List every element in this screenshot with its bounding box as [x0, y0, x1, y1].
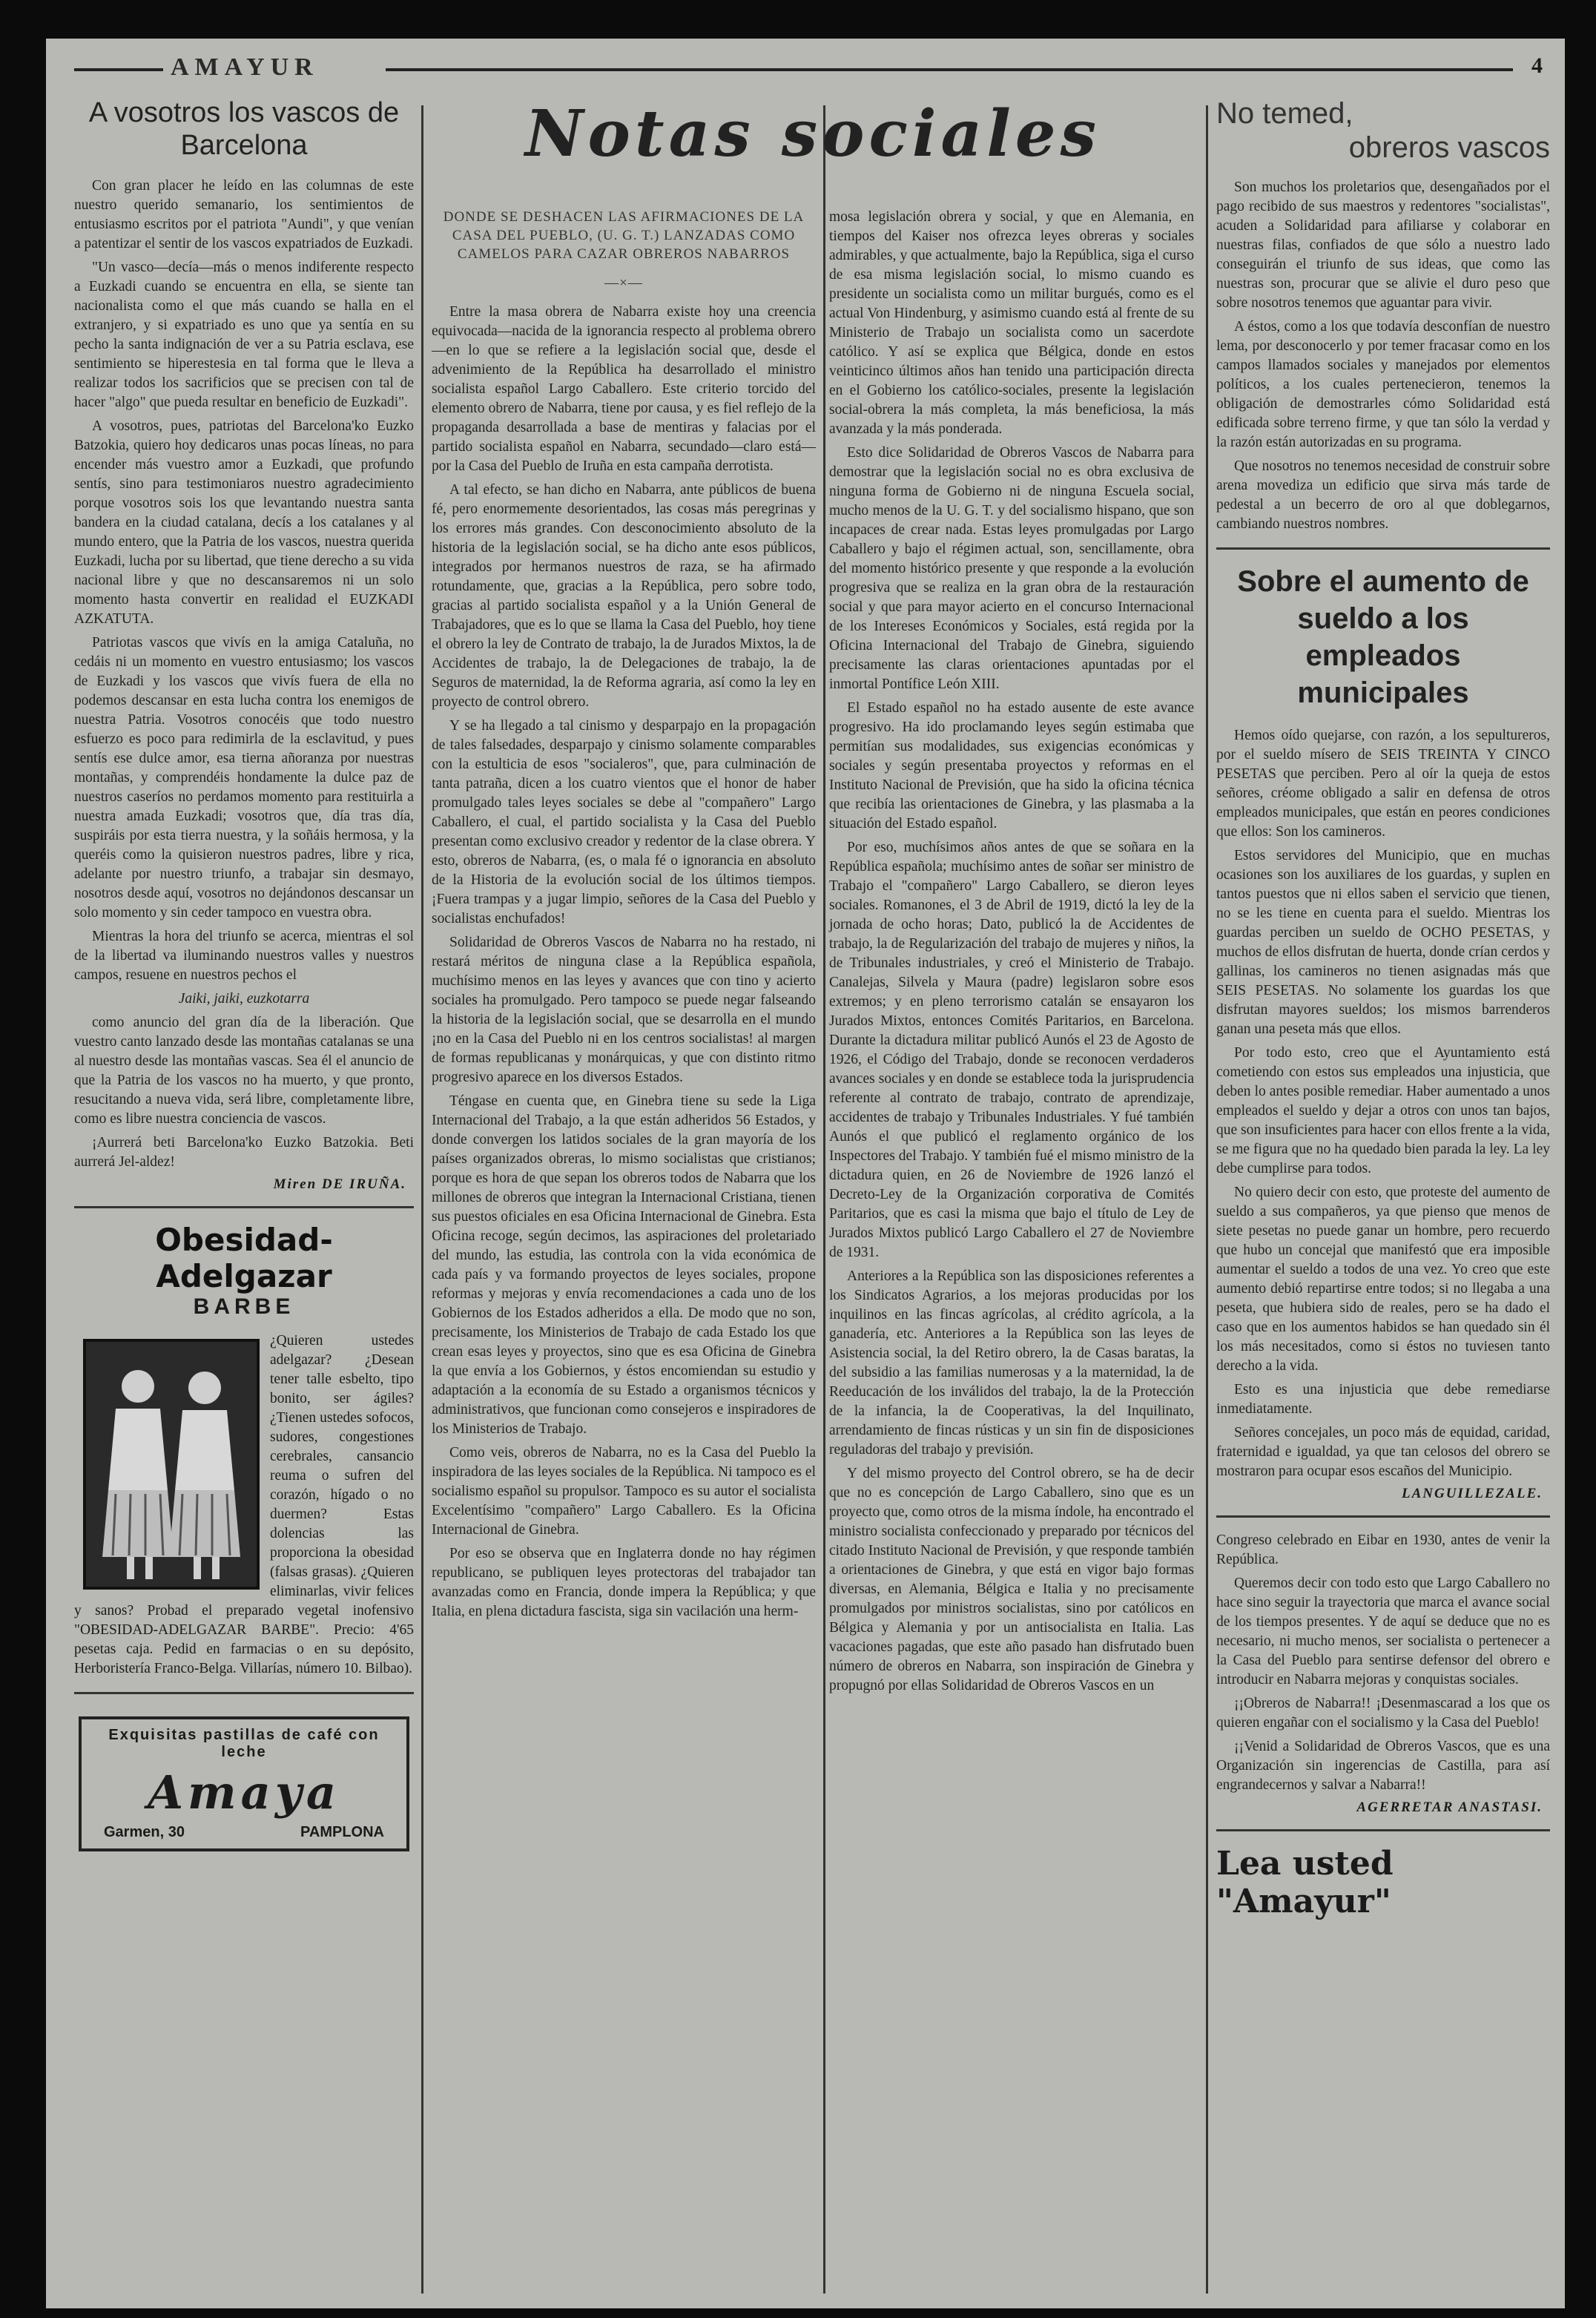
paragraph: Congreso celebrado en Eibar en 1930, antes de venir la República. — [1216, 1532, 1550, 1567]
paragraph: Téngase en cuenta que, en Ginebra tiene su sede la Liga Internacional del Trabajo, a la que están adheridos 56 Estados, y donde convergen los latidos sociales de la gran mayoría de los países organizados obreras, lo mismo socialistas que cristianos; porque es hora de que sepan los obreros todos de Nabarra que los millones de obreros que integran la Internacional Cristiana, tienen sus puestos oficiales en esa Oficina Internacional de Ginebra. Esta Oficina recoge, según decimos, las aspiraciones del proletariado del mundo, las estudia, las controla con la vida económica de cada país y va formando proyectos de leyes sociales, propone reformas y mejoras y envía recomendaciones a cada uno de los Gobiernos de los Estados adheridos a ella. De modo que no son, precisamente, los Ministerios de Trabajo de cada Estado los que crean esas leyes y proyectos, sino que es esa Oficina de Ginebra la que envía a los Gobiernos, y éstos encomiendan su estudio y adaptación a la economía de su Estado a organismos técnicos y administrativos, que funcionan como consejeros e inspiradores de los Ministerios de Trabajo. — [432, 1093, 816, 1437]
column-2 — [432, 208, 816, 1626]
paragraph: Solidaridad de Obreros Vascos de Nabarra no ha restado, ni restará méritos de ninguna clase a la República española, muchísimo menos en las leyes y avances que con tino y acierto sociales ha promulgado. Pero tampoco se puede negar falseando la historia de la legislación social, que se desarrolla en el mundo ¡no en la Casa del Pueblo ni en los centros socialistas! al margen de formas republicanas y monárquicas, y que con distinto ritmo progresivo aparece en los diversos Estados. — [432, 935, 816, 1085]
paragraph: A éstos, como a los que todavía desconfían de nuestro lema, por desconocerlo y por temer fracasar como en los campos llamados sociales y manejados por elementos políticos, a los cuales pertenecieron, tenemos la obligación de demostrarles cómo Solidaridad está edificada sobre terreno firme, y que tan sólo la verdad y la razón están autorizadas en su programa. — [1216, 319, 1550, 450]
masthead-rule-left — [74, 68, 163, 71]
advertisement-amaya — [79, 1716, 409, 1851]
paragraph: Señores concejales, un poco más de equidad, caridad, fraternidad e igualdad, ya que tan celosos del obrero se mostraron para ocupar esos escaños del Municipio. — [1216, 1425, 1550, 1479]
ad-subtitle: BARBE — [193, 1294, 295, 1319]
signature: AGERRETAR ANASTASI. — [1356, 1800, 1543, 1815]
ad-body — [74, 1331, 414, 1679]
paragraph: Entre la masa obrera de Nabarra existe hoy una creencia equivocada—nacida de la ignorancia respecto al problema obrero—en lo que se refiere a la legislación social que, desde el advenimiento de la República ha desarrollado el ministro socialista español Largo Caballero. Este criterio torcido del elemento obrero de Nabarra, tiene por causa, y es fiel reflejo de la propaganda desarrollada a base de mentiras y falacias por el partido socialista español en Nabarra, secundado—claro está—por la Casa del Pueblo de Iruña en esta campaña derrotista. — [432, 304, 816, 474]
section-title: Notas sociales — [524, 96, 1101, 171]
separator: —×— — [604, 275, 643, 291]
paragraph: Por todo esto, creo que el Ayuntamiento está cometiendo con estos sus empleados una injusticia, que deben lo antes posible remediar. Haber aumentado a unos empleados el sueldo y dejar a otros con unos tan bajos, que son insuficientes para hacer con ellos frente a la vida, se me figura que no ha quedado bien parada la ley. La ley debe cumplirse para todos. — [1216, 1045, 1550, 1176]
signature: LANGUILLEZALE. — [1401, 1486, 1543, 1501]
article-title-no-temed — [1216, 96, 1550, 165]
paragraph: Por eso, muchísimos años antes de que se soñara en la República española; muchísimo antes de soñar ser ministro de Trabajo el "compañero" Largo Caballero, se dieron leyes sociales. Romanones, el 3 de Abril de 1919, dictó la ley de la jornada de ocho horas; Dato, publicó la de Accidentes de trabajo, la de Regularización del trabajo de mujeres y niños, la de Tribunales industriales, y creó el Ministerio de Trabajo. Canalejas, Silvela y Maura (padre) legislaron sobre esos extremos; y en pleno terrorismo catalán se ensayaron los Jurados Mixtos, entonces Comités Paritarios, en Barcelona. Durante la dictadura militar publicó Aunós el 23 de Agosto de 1926, el Código del Trabajo, donde se reconocen verdaderos avances sociales y en donde se establece toda la jurisprudencia referente al contrato de trabajo, contrato de aprendizaje, accidentes de trabajo y Tribunales Industriales. Y fué también Aunós el que publicó el reglamento orgánico de los Inspectores del Trabajo. Y también fué el mismo ministro de la dictadura quien, en 26 de Noviembre de 1926 lanzó el Decreto-Ley de la Organización corporativa de Comités Paritarios, que es casi la misma que bajo el título de Ley de Jurados Mixtos publicó Largo Caballero el 27 de Noviembre de 1931. — [829, 840, 1194, 1260]
paragraph: Anteriores a la República son las disposiciones referentes a los Sindicatos Agrarios, a los mejoras producidas por los inquilinos en las fincas agrícolas, al crédito agrícola, a la ganadería, etc. Anteriores a la República son las leyes de Asistencia social, la del Retiro obrero, la de Casas baratas, la del subsidio a las familias numerosas y a la maternidad, la de Reeducación de los inválidos del trabajo, la de la Protección de la infancia, la de Cooperativas, la del Inquilinato, arrendamiento de fincas rústicas y un sin fin de disposiciones reguladoras del trabajo y previsión. — [829, 1268, 1194, 1458]
paragraph: "Un vasco—decía—más o menos indiferente respecto a Euzkadi cuando se encuentra en ella, se siente tan nacionalista como el que más cuando se halla en el extranjero, y si expatriado es uno que ya sentía en su pecho la santa indignación de ver a su Patria esclava, ese sentimiento se hiperestesia en tal forma que le lleva a realizar todos los sacrificios que se precisen con tal de hacer "algo" que pueda resultar en beneficio de Euzkadi". — [74, 260, 414, 410]
divider — [1216, 1829, 1550, 1831]
paragraph: Esto es una injusticia que debe remediarse inmediatamente. — [1216, 1382, 1550, 1417]
ad-address-row — [89, 1824, 399, 1841]
paragraph: Queremos decir con todo esto que Largo Caballero no hace sino seguir la trayectoria que marca el avance social de los tiempos presentes. Y de aquí se deduce que no es necesario, ni mucho menos, ser socialista o pertenecer a la Casa del Pueblo para sentirse defensor del obrero e introducir en Nabarra mejoras y conquistas sociales. — [1216, 1575, 1550, 1688]
paragraph: No quiero decir con esto, que proteste del aumento de sueldo a sus compañeros, ya que pienso que menos de siete pesetas no puede ganar un hombre, pero recuerdo que hubo un concejal que manifestó que era imposible aumentar el sueldo a todos de una vez. Yo creo que este aumento debió repartirse entre todos; si no llegaba a una peseta, que hubiera sido de reales, pero se ha dado el caso que en los aumentos habidos se han quedado sin él los más necesitados, como si éstos no tuviesen tanto derecho a la vida. — [1216, 1185, 1550, 1374]
paragraph: Por eso se observa que en Inglaterra donde no hay régimen republicano, se publiquen leyes protectoras del trabajador tan avanzadas como en Francia, donde impera la República; y que Italia, en plena dictadura fascista, siga sin vacilación una herm- — [432, 1546, 816, 1619]
title-line-1: No temed, — [1216, 97, 1353, 130]
advertisement-obesidad — [74, 1222, 414, 1679]
divider — [74, 1692, 414, 1694]
ad-tagline: Exquisitas pastillas de café con leche — [108, 1727, 380, 1760]
column-divider — [421, 105, 423, 2294]
column-4 — [1216, 96, 1550, 2292]
masthead — [74, 53, 1550, 83]
paragraph-verse: Jaiki, jaiki, euzkotarra — [178, 991, 310, 1007]
title-line-2: obreros vascos — [1348, 131, 1550, 164]
paragraph: El Estado español no ha estado ausente de este avance progresivo. Ha ido proclamando leyes según estimaba que permitían sus modalidades, sus exigencias económicas y sociales y según presentaba proyectos y reformas en el Instituto Nacional de Previsión, que ha sido la oficina técnica que recibía las orientaciones de Ginebra, y las plasmaba a la situación del Estado español. — [829, 700, 1194, 832]
paragraph: ¡¡Venid a Solidaridad de Obreros Vascos, que es una Organización sin ingerencias de Castilla, para así engrandecernos y salvar a Nabarra!! — [1216, 1739, 1550, 1793]
ad-text: ¿Quieren ustedes adelgazar? ¿Desean tener talle esbelto, tipo bonito, ser ágiles? ¿Tienen ustedes sofocos, sudores, congestiones cerebrales, cansancio reuma o sufren del corazón, hígado o no duermen? Estas dolencias las proporciona la obesidad (falsas grasas). ¿Quieren eliminarlas, vivir felices y sanos? Probad el preparado vegetal inofensivo "OBESIDAD-ADELGAZAR BARBE". Precio: 4'65 pesetas caja. Pedid en farmacias o en su depósito, Herboristería Franco-Belga. Villarías, número 10. Bilbao). — [74, 1333, 414, 1676]
paragraph: A vosotros, pues, patriotas del Barcelona'ko Euzko Batzokia, quiero hoy dedicaros unas pocas líneas, no para encender más vuestro amor a Euzkadi, que profundo sentís, sino para testimoniaros nuestro agradecimiento porque vosotros sois los que levantando nuestra santa bandera en la ciudad catalana, decís a los catalanes y al mundo entero, que la Patria de los vascos, nuestra querida Euzkadi, lucha por su libertad, que tiene derecho a su vida nacional libre y que no descansaremos ni un solo momento hasta convertir en realidad el EUZKADI AZKATUTA. — [74, 418, 414, 627]
ad-illustration-two-women — [83, 1339, 260, 1590]
paragraph: Como veis, obreros de Nabarra, no es la Casa del Pueblo la inspiradora de las leyes sociales de la República. Ni tampoco es el socialismo español su propulsor. Tampoco es su autor el socialista Excelentísimo "compañero" Largo Caballero. Es la Oficina Internacional de Ginebra. — [432, 1445, 816, 1538]
paragraph: ¡Aurrerá beti Barcelona'ko Euzko Batzokia. Beti aurrerá Jel-aldez! — [74, 1135, 414, 1170]
paragraph: mosa legislación obrera y social, y que en Alemania, en tiempos del Kaiser nos ofrezca leyes obreras y sociales admirables, y que actualmente, bajo la República, siga el curso de esa misma legislación social, lo mismo cuando es presidente un socialista como un militar burgués, como es el actual Von Hindenburg, y asimismo cuando está al frente de su Ministerio de Trabajo un socialista como un sacerdote católico. Y así se explica que Bélgica, donde en estos veinticinco últimos años han tenido una participación directa en el Gobierno los católico-sociales, presente la legislación social-obrera la más completa, la más beneficiosa, la más avanzada y la más ponderada. — [829, 209, 1194, 437]
masthead-rule-right — [386, 68, 1513, 71]
paragraph: Patriotas vascos que vivís en la amiga Cataluña, no cedáis ni un momento en vuestro entusiasmo; los vascos de Euzkadi y los vascos que vivís fuera de ella no podemos descansar en esta lucha contra los enemigos de nuestra Patria. Vosotros conocéis que todo nuestro esfuerzo es poco para redimirla de la esclavitud, y pues sentís ese dulce amor, esa tierna añoranza por nuestras montañas, y comprendéis hondamente la dulce paz de nuestros caseríos no perdamos momento para restituirla a nuestra amada Euzkadi; vosotros que, día tras día, suspiráis por esta tierra nuestra, y la soñáis hermosa, y la queréis como la quisieron nuestros padres, libre y rica, adelante por nuestro triunfo, a trabajar sin desmayo, nosotros desde aquí, vosotros no dejándonos descansar un solo momento y sin ceder tampoco en vuestra obra. — [74, 635, 414, 921]
article-subtitle: DONDE SE DESHACEN LAS AFIRMACIONES DE LA CASA DEL PUEBLO, (U. G. T.) LANZADAS COMO CAMELOS PARA CAZAR OBREROS NABARROS — [443, 209, 805, 262]
paragraph: Y del mismo proyecto del Control obrero, se ha de decir que no es concepción de Largo Caballero, sino que es un proyecto que, como otros de la misma índole, ha encontrado el ministro socialista confeccionado y preparado por técnicos del citado Instituto Nacional de Previsión, y que responde también a orientaciones de Ginebra, y que está en vigor bajo formas diversas, en Alemania, Bélgica e Italia y no precisamente promulgados por ministros socialistas, sino por católicos en Bélgica y Alemania y por un antisocialista en Italia. Las vacaciones pagadas, que este año pasado han disfrutado buen número de obreros en Nabarra, son inspiración de Ginebra y propugnó por ellas Solidaridad de Obreros Vascos en un — [829, 1466, 1194, 1693]
column-3 — [829, 208, 1194, 1700]
ad-brand: Amaya — [147, 1765, 341, 1820]
ad-title: Obesidad- Adelgazar — [155, 1222, 333, 1294]
paragraph: Estos servidores del Municipio, que en muchas ocasiones son los auxiliares de los guardas, y suplen en tantos puestos que ni ellos saben el servicio que tienen, no se les tiene en cuenta para el sueldo. Mientras los guardas perciben un sueldo de OCHO PESETAS, y muchos de ellos disfrutan de huerta, donde crían cerdos y gallinas, los camineros no tienen asignadas más que SEIS PESETAS. No solamente los guardas los que disfrutan mayores sueldos; los mismos barrenderos ganan una peseta más que ellos. — [1216, 848, 1550, 1037]
signature: Miren DE IRUÑA. — [273, 1176, 406, 1192]
notas-sociales-section — [432, 96, 1194, 2292]
article-title-vascos-barcelona: A vosotros los vascos de Barcelona — [88, 97, 400, 161]
paragraph: Hemos oído quejarse, con razón, a los sepultureros, por el sueldo mísero de SEIS TREINTA Y CINCO PESETAS que perciben. Pero al oír la queja de estos señores, créome obligado a salir en defensa de otros empleados municipales, que están en peores condiciones que ellos: Son los camineros. — [1216, 728, 1550, 840]
paragraph: Con gran placer he leído en las columnas de este nuestro querido semanario, los sentimientos de entusiasmo escritos por el patriota "Aundi", y que venían a patentizar el sentir de los vascos expatriados de Euzkadi. — [74, 178, 414, 251]
page-number: 4 — [1531, 53, 1543, 78]
divider — [1216, 547, 1550, 550]
paragraph: Que nosotros no tenemos necesidad de construir sobre arena movediza un edificio que sirva más tarde de pedestal a un becerro de oro al que doblegarnos, cambiando nuestros nombres. — [1216, 458, 1550, 532]
divider — [1216, 1515, 1550, 1518]
newspaper-page — [46, 39, 1565, 2308]
footer-slogan: Lea usted "Amayur" — [1216, 1845, 1394, 1920]
paragraph: Y se ha llegado a tal cinismo y desparpajo en la propagación de tales falsedades, desparpajo y cinismo solamente comparables con la estulticia de esos "socialeros", que, para culminación de tanta patraña, dicen a los cuatro vientos que el honor de haber promulgado tales leyes sociales se debe al "compañero" Largo Caballero, el cual, el partido socialista y la Casa del Pueblo presentan como exclusivo creador y redentor de la clase obrera. Y esto, obreros de Nabarra, (es, o mala fé o ignorancia en absoluto de la Historia de la evolución social de los últimos tiempos. ¡Fuera trampas y a jugar limpio, señores de la Casa del Pueblo y socialistas enchufados! — [432, 718, 816, 926]
ad-city: PAMPLONA — [300, 1824, 384, 1840]
article-title-aumento-sueldo: Sobre el aumento de sueldo a los empleados municipales — [1237, 565, 1529, 709]
women-figures-icon — [86, 1342, 257, 1587]
paragraph: como anuncio del gran día de la liberación. Que vuestro canto lanzado desde las montañas catalanas se una al nuestro desde las montañas vascas. Sea él el anuncio de que la Patria de los vascos no ha muerto, y que pronto, resucitando a nueva vida, será libre, completamente libre, como es libre nuestra conciencia de vascos. — [74, 1015, 414, 1127]
masthead-title: AMAYUR — [171, 53, 319, 81]
paragraph: A tal efecto, se han dicho en Nabarra, ante públicos de buena fé, pero enormemente desorientados, las cosas más peregrinas y los errores más grandes. Con desconocimiento absoluto de la historia de la legislación social, se ha dicho ante esos públicos, integrados por hermanos nuestros de raza, se ha afirmado rotundamente, que, gracias a la República, pero sobre todo, gracias al partido socialista español y a la Unión General de Trabajadores, que es lo que se llama la Casa del Pueblo, hoy tiene el obrero la ley de Contrato de trabajo, la de Jurados Mixtos, la de Accidentes de trabajo, la de Delegaciones de trabajo, la de Seguros de maternidad, la de Reforma agraria, así como la ley en proyecto de control obrero. — [432, 482, 816, 710]
paragraph: Mientras la hora del triunfo se acerca, mientras el sol de la libertad va iluminando nuestros valles y nuestros campos, resuene en nuestros pechos el — [74, 929, 414, 983]
column-1 — [74, 96, 414, 2292]
paragraph: ¡¡Obreros de Nabarra!! ¡Desenmascarad a los que os quieren engañar con el socialismo y la Casa del Pueblo! — [1216, 1696, 1550, 1731]
ad-address: Garmen, 30 — [104, 1824, 185, 1840]
paragraph: Esto dice Solidaridad de Obreros Vascos de Nabarra para demostrar que la legislación social no es obra exclusiva de ninguna forma de Gobierno ni de ninguna Escuela social, mucho menos de la U. G. T. y del socialismo hispano, que son incapaces de crear nada. Estas leyes promulgadas por Largo Caballero y bajo el régimen actual, son, sencillamente, obra del momento histórico presente y que responde a la evolución progresiva que se realiza en la gran obra de la restauración social y que para mayor acierto en el concurso Internacional de los Intereses Económicos y Sociales, está regida por la Oficina Internacional del Trabajo de Ginebra, siguiendo precisamente las claras orientaciones apuntadas por el inmortal Pontífice León XIII. — [829, 445, 1194, 692]
column-divider — [1206, 105, 1208, 2294]
divider — [74, 1206, 414, 1208]
paragraph: Son muchos los proletarios que, desengañados por el pago recibido de sus maestros y redentores "socialistas", acuden a Solidaridad para afiliarse y colaborar en nuestras filas, confiados de que sólo a nuestro lado conseguirán el triunfo de sus ideas, que como las nuestras son, procurar que se alivie el duro peso que sobre nosotros tenemos que aguantar para vivir. — [1216, 180, 1550, 311]
article-body-vascos-barcelona — [74, 177, 414, 1172]
